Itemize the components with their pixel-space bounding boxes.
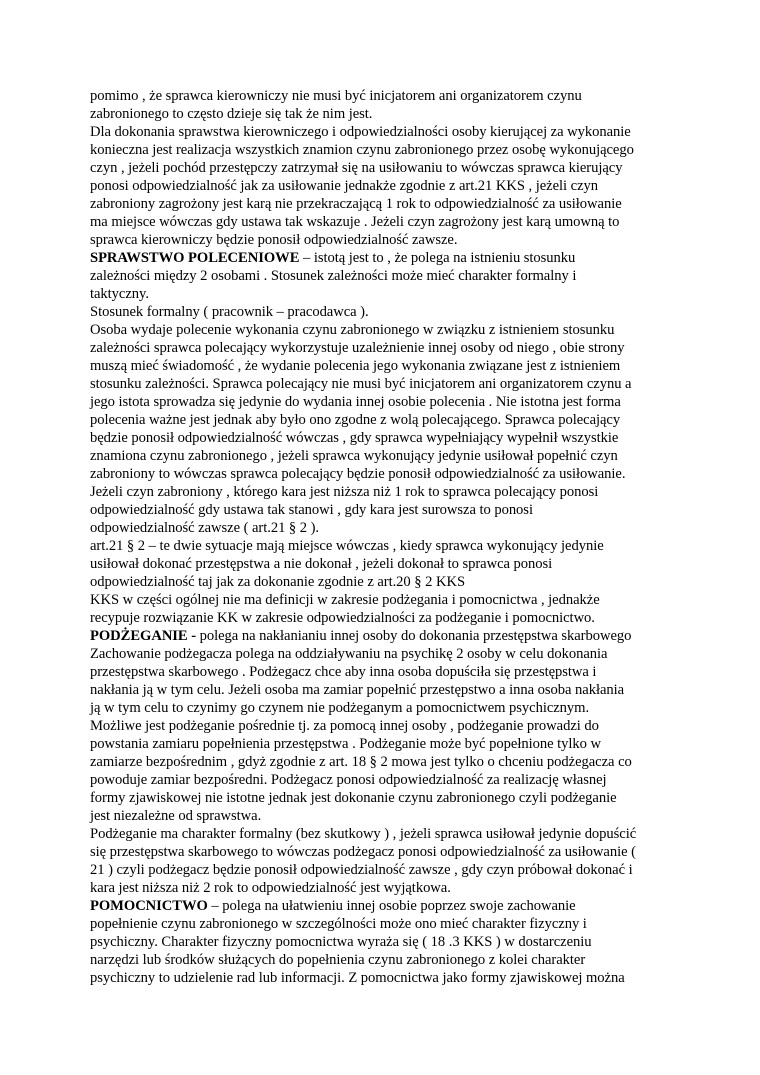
line-text: jego istota sprowadza się jedynie do wydania innej osobie polecenia . Nie istotna jest forma bbox=[90, 394, 621, 410]
text-line bbox=[90, 177, 700, 195]
text-line bbox=[90, 519, 700, 537]
line-text: konieczna jest realizacja wszystkich znamion czynu zabronionego przez osobę wykonującego bbox=[90, 142, 634, 158]
text-line bbox=[90, 303, 700, 321]
line-text: ma miejsce wówczas gdy ustawa tak wskazuje . Jeżeli czyn zagrożony jest karą umowną to bbox=[90, 214, 620, 230]
line-text: zależności między 2 osobami . Stosunek zależności może mieć charakter formalny i bbox=[90, 268, 577, 284]
section-heading: POMOCNICTWO bbox=[90, 898, 208, 914]
text-line bbox=[90, 627, 700, 645]
text-line bbox=[90, 753, 700, 771]
line-text: stosunku zależności. Sprawca polecający nie musi być inicjatorem ani organizatorem czynu a bbox=[90, 376, 632, 392]
line-text: zamiarze bezpośrednim , gdyż zgodnie z art. 18 § 2 mowa jest tylko o chceniu podżegacza co bbox=[90, 754, 632, 770]
text-line bbox=[90, 375, 700, 393]
section-heading: PODŻEGANIE - bbox=[90, 628, 197, 644]
line-text: popełnienie czynu zabronionego w szczególności może ono mieć charakter fizyczny i bbox=[90, 916, 587, 932]
text-line bbox=[90, 807, 700, 825]
line-text: polega na nakłanianiu innej osoby do dokonania przestępstwa skarbowego bbox=[196, 628, 632, 644]
line-text: zależności sprawca polecający wykorzystuje uzależnienie innej osoby od niego , obie strony bbox=[90, 340, 625, 356]
text-line bbox=[90, 411, 700, 429]
text-line bbox=[90, 87, 700, 105]
line-text: czyn , jeżeli pochód przestępczy zatrzymał się na usiłowaniu to wówczas sprawca kierujący bbox=[90, 160, 623, 176]
text-line bbox=[90, 663, 700, 681]
text-line bbox=[90, 141, 700, 159]
line-text: polecenia ważne jest jednak aby było ono zgodne z wolą polecającego. Sprawca polecający bbox=[90, 412, 621, 428]
line-text: Stosunek formalny ( pracownik – pracodawca ). bbox=[90, 304, 369, 320]
text-line bbox=[90, 933, 700, 951]
text-line bbox=[90, 105, 700, 123]
line-text: – polega na ułatwieniu innej osobie poprzez swoje zachowanie bbox=[207, 898, 576, 914]
line-text: ponosi odpowiedzialność jak za usiłowanie jednakże zgodnie z art.21 KKS , jeżeli czyn bbox=[90, 178, 598, 194]
text-line bbox=[90, 555, 700, 573]
line-text: 21 ) czyli podżegacz będzie ponosił odpowiedzialność zawsze , gdy czyn próbował dokonać i bbox=[90, 862, 633, 878]
line-text: zabroniony to wówczas sprawca polecający będzie ponosił odpowiedzialność za usiłowanie. bbox=[90, 466, 626, 482]
line-text: Podżeganie ma charakter formalny (bez skutkowy ) , jeżeli sprawca usiłował jedynie dopuścić bbox=[90, 826, 637, 842]
text-line bbox=[90, 123, 700, 141]
text-line bbox=[90, 249, 700, 267]
text-line bbox=[90, 195, 700, 213]
line-text: Jeżeli czyn zabroniony , którego kara jest niższa niż 1 rok to sprawca polecający ponosi bbox=[90, 484, 599, 500]
line-text: usiłował dokonać przestępstwa a nie dokonał , jeżeli dokonał to sprawca ponosi bbox=[90, 556, 553, 572]
line-text: pomimo , że sprawca kierowniczy nie musi być inicjatorem ani organizatorem czynu bbox=[90, 88, 582, 104]
line-text: recypuje rozwiązanie KK w zakresie odpowiedzialności za podżeganie i pomocnictwo. bbox=[90, 610, 595, 626]
line-text: będzie ponosił odpowiedzialność wówczas , gdy sprawca wypełniający wypełnił wszystkie bbox=[90, 430, 619, 446]
text-line bbox=[90, 591, 700, 609]
line-text: się przestępstwa skarbowego to wówczas podżegacz ponosi odpowiedzialność za usiłowanie ( bbox=[90, 844, 636, 860]
line-text: zabroniony zagrożony jest karą nie przekraczającą 1 rok to odpowiedzialność za usiłowanie bbox=[90, 196, 622, 212]
text-line bbox=[90, 789, 700, 807]
line-text: Możliwe jest podżeganie pośrednie tj. za pomocą innej osoby , podżeganie prowadzi do bbox=[90, 718, 599, 734]
text-line bbox=[90, 771, 700, 789]
text-line bbox=[90, 339, 700, 357]
line-text: art.21 § 2 – te dwie sytuacje mają miejsce wówczas , kiedy sprawca wykonujący jedynie bbox=[90, 538, 604, 554]
text-line bbox=[90, 537, 700, 555]
text-line bbox=[90, 447, 700, 465]
text-line bbox=[90, 213, 700, 231]
text-line bbox=[90, 465, 700, 483]
text-line bbox=[90, 645, 700, 663]
text-line bbox=[90, 825, 700, 843]
text-line bbox=[90, 717, 700, 735]
text-line bbox=[90, 501, 700, 519]
line-text: muszą mieć świadomość , że wydanie polecenia jego wykonania związane jest z istnieniem bbox=[90, 358, 621, 374]
text-line bbox=[90, 681, 700, 699]
text-line bbox=[90, 285, 700, 303]
line-text: taktyczny. bbox=[90, 286, 149, 302]
line-text: psychiczny to udzielenie rad lub informacji. Z pomocnictwa jako formy zjawiskowej można bbox=[90, 970, 625, 986]
line-text: odpowiedzialność gdy ustawa tak stanowi , gdy kara jest surowsza to ponosi bbox=[90, 502, 533, 518]
line-text: odpowiedzialność taj jak za dokonanie zgodnie z art.20 § 2 KKS bbox=[90, 574, 466, 590]
line-text: odpowiedzialność zawsze ( art.21 § 2 ). bbox=[90, 520, 320, 536]
text-line bbox=[90, 393, 700, 411]
text-line bbox=[90, 843, 700, 861]
line-text: formy zjawiskowej nie istotne jednak jest dokonanie czynu zabronionego czyli podżeganie bbox=[90, 790, 617, 806]
text-line bbox=[90, 699, 700, 717]
line-text: nakłania ją w tym celu. Jeżeli osoba ma zamiar popełnić przestępstwo a inna osoba nakłania bbox=[90, 682, 625, 698]
text-line bbox=[90, 897, 700, 915]
text-line bbox=[90, 483, 700, 501]
line-text: KKS w części ogólnej nie ma definicji w zakresie podżegania i pomocnictwa , jednakże bbox=[90, 592, 600, 608]
line-text: powoduje zamiar bezpośredni. Podżegacz ponosi odpowiedzialność za realizację własnej bbox=[90, 772, 607, 788]
text-line bbox=[90, 267, 700, 285]
text-line bbox=[90, 321, 700, 339]
line-text: – istotą jest to , że polega na istnieniu stosunku bbox=[299, 250, 576, 266]
text-line bbox=[90, 231, 700, 249]
text-line bbox=[90, 573, 700, 591]
text-line bbox=[90, 609, 700, 627]
text-line bbox=[90, 915, 700, 933]
line-text: przestępstwa skarbowego . Podżegacz chce aby inna osoba dopuściła się przestępstwa i bbox=[90, 664, 597, 680]
text-line bbox=[90, 879, 700, 897]
line-text: narzędzi lub środków służących do popełnienia czynu zabronionego z kolei charakter bbox=[90, 952, 586, 968]
line-text: kara jest niższa niż 2 rok to odpowiedzialność jest wyjątkowa. bbox=[90, 880, 451, 896]
line-text: Zachowanie podżegacza polega na oddziaływaniu na psychikę 2 osoby w celu dokonania bbox=[90, 646, 608, 662]
line-text: sprawca kierowniczy będzie ponosił odpowiedzialność zawsze. bbox=[90, 232, 458, 248]
text-line bbox=[90, 969, 700, 987]
text-line bbox=[90, 861, 700, 879]
line-text: jest niezależne od sprawstwa. bbox=[90, 808, 262, 824]
text-line bbox=[90, 951, 700, 969]
text-line bbox=[90, 357, 700, 375]
text-line bbox=[90, 735, 700, 753]
line-text: ją w tym celu to czynimy go czynem nie podżeganym a pomocnictwem psychicznym. bbox=[90, 700, 590, 716]
line-text: Dla dokonania sprawstwa kierowniczego i odpowiedzialności osoby kierującej za wykonanie bbox=[90, 124, 631, 140]
section-heading: SPRAWSTWO POLECENIOWE bbox=[90, 250, 300, 266]
line-text: znamiona czynu zabronionego , jeżeli sprawca wykonujący jedynie usiłował popełnić czyn bbox=[90, 448, 618, 464]
line-text: zabronionego to często dzieje się tak że nim jest. bbox=[90, 106, 373, 122]
line-text: powstania zamiaru popełnienia przestępstwa . Podżeganie może być popełnione tylko w bbox=[90, 736, 601, 752]
text-line bbox=[90, 159, 700, 177]
document-body bbox=[90, 87, 700, 987]
line-text: psychiczny. Charakter fizyczny pomocnictwa wyraża się ( 18 .3 KKS ) w dostarczeniu bbox=[90, 934, 592, 950]
text-line bbox=[90, 429, 700, 447]
line-text: Osoba wydaje polecenie wykonania czynu zabronionego w związku z istnieniem stosunku bbox=[90, 322, 615, 338]
